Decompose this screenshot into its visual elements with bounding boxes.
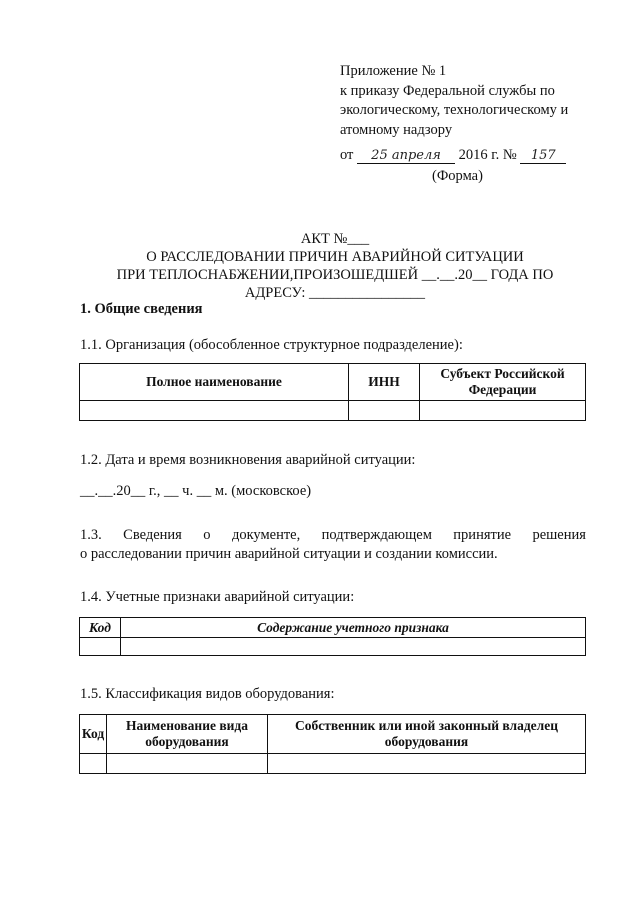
word: Сведения [123, 527, 182, 543]
title-line-2: О РАССЛЕДОВАНИИ ПРИЧИН АВАРИЙНОЙ СИТУАЦИИ [146, 249, 524, 265]
table1-cell[interactable] [349, 401, 420, 421]
word: о [203, 527, 211, 543]
table3-cell[interactable] [268, 754, 586, 774]
table2-header-content: Содержание учетного признака [121, 618, 586, 638]
word: решения [532, 527, 586, 543]
appendix-line-4: атомному надзору [340, 121, 453, 138]
organization-table [79, 363, 586, 421]
appendix-block [340, 62, 610, 166]
table2-cell[interactable] [80, 638, 121, 656]
date-prefix: от [340, 147, 354, 163]
paragraph-1-3-line-1 [80, 526, 586, 545]
document-title [80, 230, 590, 302]
table1-header-inn: ИНН [349, 364, 420, 401]
table2-header-code: Код [80, 618, 121, 638]
appendix-date-line [340, 146, 610, 166]
accounting-signs-table [79, 617, 586, 656]
paragraph-1-2: 1.2. Дата и время возникновения аварийной ситуации: [80, 452, 416, 468]
appendix-line-3: экологическому, технологическому и [340, 102, 569, 118]
word: 1.3. [80, 527, 102, 543]
table3-header-code: Код [80, 715, 107, 754]
word: принятие [453, 527, 512, 543]
order-year-text: 2016 г. № [458, 147, 517, 163]
table3-header-owner: Собственник или иной законный владелец оборудования [268, 715, 586, 754]
table1-cell[interactable] [420, 401, 586, 421]
handwritten-order-number: 157 [520, 148, 566, 164]
table1-cell[interactable] [80, 401, 349, 421]
table3-cell[interactable] [107, 754, 268, 774]
table1-header-name: Полное наименование [80, 364, 349, 401]
paragraph-1-3-line-2: о расследовании причин аварийной ситуации и создании комиссии. [80, 546, 498, 562]
title-line-1: АКТ №___ [300, 231, 370, 247]
word: документе, [231, 527, 301, 543]
paragraph-1-3 [80, 526, 586, 564]
handwritten-date: 25 апреля [357, 148, 455, 164]
title-line-4: АДРЕСУ: ________________ [244, 285, 426, 301]
form-label: (Форма) [432, 168, 483, 184]
section-heading: 1. Общие сведения [80, 301, 203, 317]
equipment-table [79, 714, 586, 774]
paragraph-1-4: 1.4. Учетные признаки аварийной ситуации: [80, 589, 355, 605]
appendix-line-2: к приказу Федеральной службы по [340, 82, 555, 99]
paragraph-1-5: 1.5. Классификация видов оборудования: [80, 686, 335, 702]
datetime-line: __.__.20__ г., __ ч. __ м. (московское) [80, 483, 312, 499]
word: подтверждающем [321, 527, 432, 543]
table3-cell[interactable] [80, 754, 107, 774]
appendix-line-1: Приложение № 1 [340, 63, 447, 79]
table3-header-type: Наименование вида оборудования [107, 715, 268, 754]
table2-cell[interactable] [121, 638, 586, 656]
table1-header-region: Субъект Российской Федерации [420, 364, 586, 401]
title-line-3: ПРИ ТЕПЛОСНАБЖЕНИИ,ПРОИЗОШЕДШЕЙ __.__.20__ ГОДА ПО [116, 267, 554, 283]
paragraph-1-1: 1.1. Организация (обособленное структурное подразделение): [80, 337, 463, 353]
